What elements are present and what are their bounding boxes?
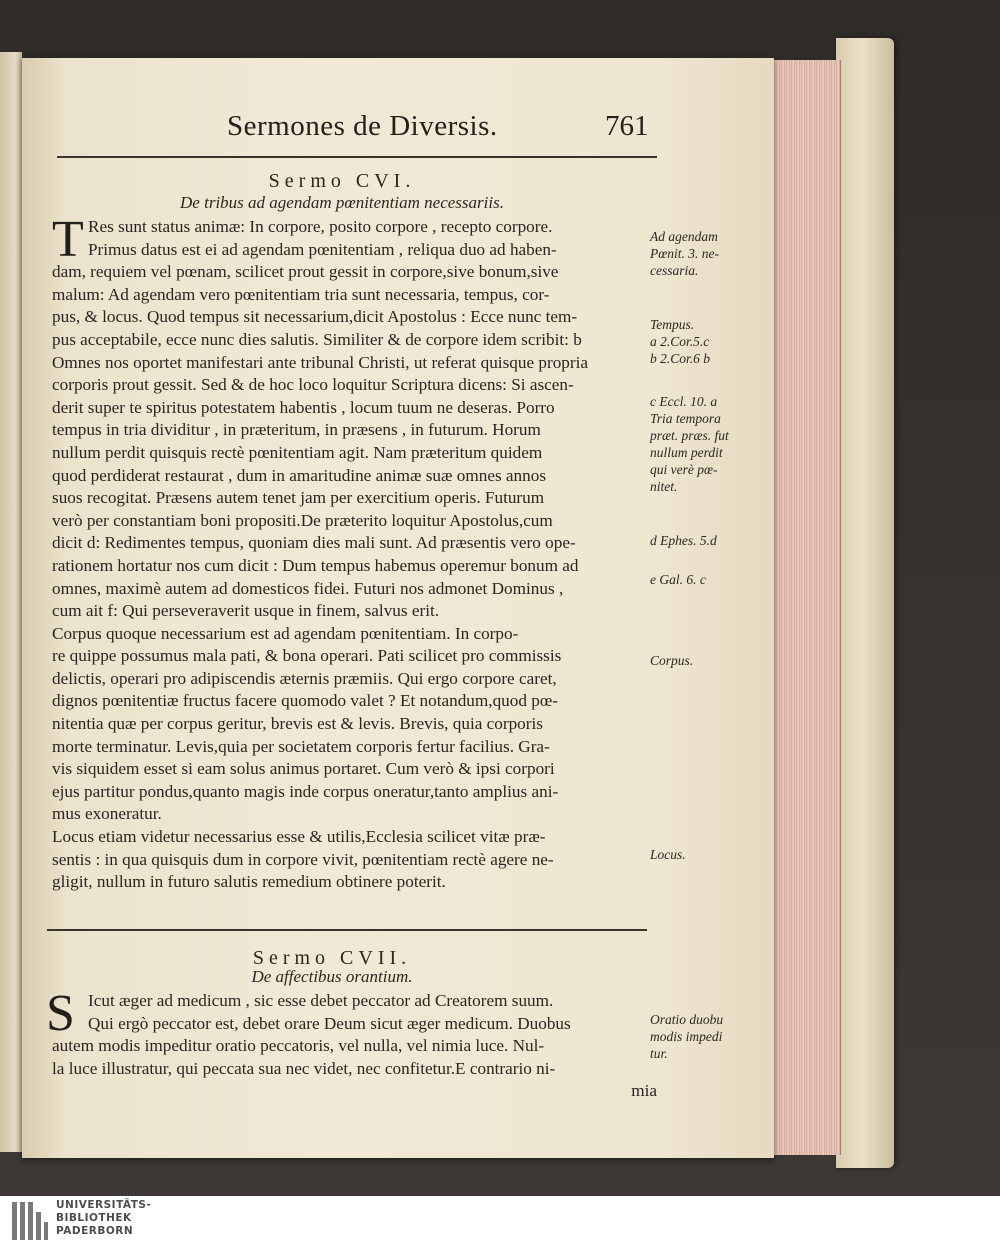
text-line: ejus partitur pondus,quanto magis inde corpus oneratur,tanto amplius ani- bbox=[52, 781, 559, 801]
margin-note bbox=[650, 846, 770, 863]
text-line: sentis : in qua quisquis dum in corpore vivit, pœnitentiam rectè agere ne- bbox=[52, 849, 554, 869]
text-line: morte terminatur. Levis,quia per societatem corporis fertur facilius. Gra- bbox=[52, 736, 550, 756]
margin-note-line: e Gal. 6. c bbox=[650, 572, 706, 587]
text-line: Qui ergò peccator est, debet orare Deum sicut æger medicum. Duobus bbox=[88, 1013, 571, 1033]
text-line: dicit d: Redimentes tempus, quoniam dies mali sunt. Ad præsentis vero ope- bbox=[52, 533, 576, 553]
text-line: corporis prout gessit. Sed & de hoc loco loquitur Scriptura dicens: Si ascen- bbox=[52, 375, 574, 395]
text-line: nitentia quæ per corpus geritur, brevis est & levis. Brevis, quia corporis bbox=[52, 714, 543, 734]
margin-note-line: Tria tempora bbox=[650, 411, 721, 426]
page-fore-edge bbox=[770, 60, 841, 1155]
library-logo-icon bbox=[10, 1200, 50, 1242]
text-line: gligit, nullum in futuro salutis remedium obtinere poterit. bbox=[52, 872, 446, 892]
text-line: autem modis impeditur oratio peccatoris, vel nulla, vel nimia luce. Nul- bbox=[52, 1036, 545, 1056]
drop-capital: T bbox=[52, 211, 84, 268]
text-line: re quippe possumus mala pati, & bona operari. Pati scilicet pro commissis bbox=[52, 646, 562, 666]
margin-note-line: Pœnit. 3. ne- bbox=[650, 246, 719, 261]
sermon-subtitle: De tribus ad agendam pœnitentiam necessariis. bbox=[180, 193, 504, 212]
margin-note bbox=[650, 571, 770, 588]
text-line: nullum perdit quisquis rectè pœnitentiam agit. Nam præteritum quidem bbox=[52, 442, 543, 462]
text-line: dignos pœnitentiæ fructus facere quomodo valet ? Et notandum,quod pœ- bbox=[52, 691, 558, 711]
margin-note-line: Oratio duobu bbox=[650, 1012, 724, 1027]
margin-note bbox=[650, 532, 770, 549]
margin-note-line: Tempus. bbox=[650, 317, 695, 332]
header-rule bbox=[57, 156, 657, 158]
margin-note-line: præt. præs. fut bbox=[650, 428, 729, 443]
margin-note-line: nullum perdit bbox=[650, 445, 723, 460]
running-title: Sermones de Diversis. bbox=[227, 110, 498, 142]
text-line: tempus in tria dividitur , in præteritum, in præsens , in futurum. Horum bbox=[52, 420, 541, 440]
text-line: Corpus quoque necessarium est ad agendam pœnitentiam. In corpo- bbox=[52, 623, 519, 643]
margin-note bbox=[650, 316, 770, 367]
text-line: Res sunt status animæ: In corpore, posito corpore , recepto corpore. bbox=[88, 217, 553, 236]
margin-note-line: b 2.Cor.6 b bbox=[650, 351, 711, 366]
library-name-line: BIBLIOTHEK bbox=[56, 1212, 132, 1224]
margin-note-line: Ad agendam bbox=[650, 229, 718, 244]
sermon-title: Sermo CVII. bbox=[252, 947, 412, 969]
text-line: la luce illustratur, qui peccata sua nec videt, nec confitetur.E contrario ni- bbox=[52, 1058, 556, 1078]
library-name-line: PADERBORN bbox=[56, 1225, 134, 1237]
text-line: quod perdiderat restaurat , dum in amaritudine animæ suæ omnes annos bbox=[52, 465, 547, 485]
text-line: malum: Ad agendam vero pœnitentiam tria sunt necessaria, tempus, cor- bbox=[52, 284, 550, 304]
text-line: rationem hortatur nos cum dicit : Dum tempus habemus operemur bonum ad bbox=[52, 555, 579, 575]
margin-note-line: Corpus. bbox=[650, 653, 694, 668]
margin-note bbox=[650, 652, 770, 669]
text-line: delictis, operari pro adipiscendis æternis præmiis. Qui ergo corpore caret, bbox=[52, 668, 557, 688]
text-line: omnes, maximè autem ad domesticos fidei. Futuri nos admonet Dominus , bbox=[52, 578, 564, 598]
catchword: mia bbox=[631, 1081, 657, 1101]
text-line: derit super te spiritus potestatem habentis , locum tuum ne deseras. Porro bbox=[52, 397, 555, 417]
left-page-edge bbox=[0, 52, 22, 1152]
sermon-title: Sermo CVI. bbox=[268, 170, 416, 192]
sermon-subtitle: De affectibus orantium. bbox=[251, 967, 413, 986]
text-line: Icut æger ad medicum , sic esse debet peccator ad Creatorem suum. bbox=[88, 991, 554, 1010]
margin-note bbox=[650, 228, 770, 279]
margin-note-line: d Ephes. 5.d bbox=[650, 533, 717, 548]
book-cover-edge bbox=[836, 38, 894, 1168]
drop-capital: S bbox=[46, 985, 75, 1042]
section-rule bbox=[47, 929, 647, 931]
text-line: cum ait f: Qui perseveraverit usque in finem, salvus erit. bbox=[52, 601, 440, 621]
text-line: pus, & locus. Quod tempus sit necessarium,dicit Apostolus : Ecce nunc tem- bbox=[52, 307, 578, 327]
margin-note bbox=[650, 1011, 770, 1062]
text-line: Primus datus est ei ad agendam pœnitentiam , reliqua duo ad haben- bbox=[88, 239, 557, 259]
margin-note-line: modis impedi bbox=[650, 1029, 723, 1044]
page-number: 761 bbox=[605, 110, 649, 142]
book-page bbox=[22, 58, 774, 1158]
text-line: mus exoneratur. bbox=[52, 804, 162, 824]
text-line: verò per constantiam boni propositi.De præterito loquitur Apostolus,cum bbox=[52, 510, 553, 530]
margin-note-line: qui verè pœ- bbox=[650, 462, 718, 477]
text-line: dam, requiem vel pœnam, scilicet prout gessit in corpore,sive bonum,sive bbox=[52, 262, 559, 282]
text-line: suos recogitat. Præsens autem tenet jam per exercitium operis. Futurum bbox=[52, 488, 545, 508]
margin-note bbox=[650, 393, 770, 495]
margin-note-line: c Eccl. 10. a bbox=[650, 394, 718, 409]
text-line: pus acceptabile, ecce nunc dies salutis. Similiter & de corpore idem scribit: b bbox=[52, 329, 582, 349]
margin-note-line: Locus. bbox=[650, 847, 686, 862]
margin-note-line: a 2.Cor.5.c bbox=[650, 334, 710, 349]
margin-note-line: tur. bbox=[650, 1046, 668, 1061]
text-line: Locus etiam videtur necessarius esse & utilis,Ecclesia scilicet vitæ præ- bbox=[52, 827, 546, 847]
margin-note-line: cessaria. bbox=[650, 263, 699, 278]
text-line: Omnes nos oportet manifestari ante tribunal Christi, ut referat quisque propria bbox=[52, 352, 589, 372]
text-line: vis siquidem esset si eam solus animus portaret. Cum verò & ipsi corpori bbox=[52, 759, 555, 779]
sermon-body bbox=[52, 211, 657, 894]
library-name bbox=[56, 1199, 151, 1238]
library-name-line: UNIVERSITÄTS- bbox=[56, 1199, 152, 1211]
sermon-body bbox=[52, 990, 657, 1103]
margin-note-line: nitet. bbox=[650, 479, 678, 494]
